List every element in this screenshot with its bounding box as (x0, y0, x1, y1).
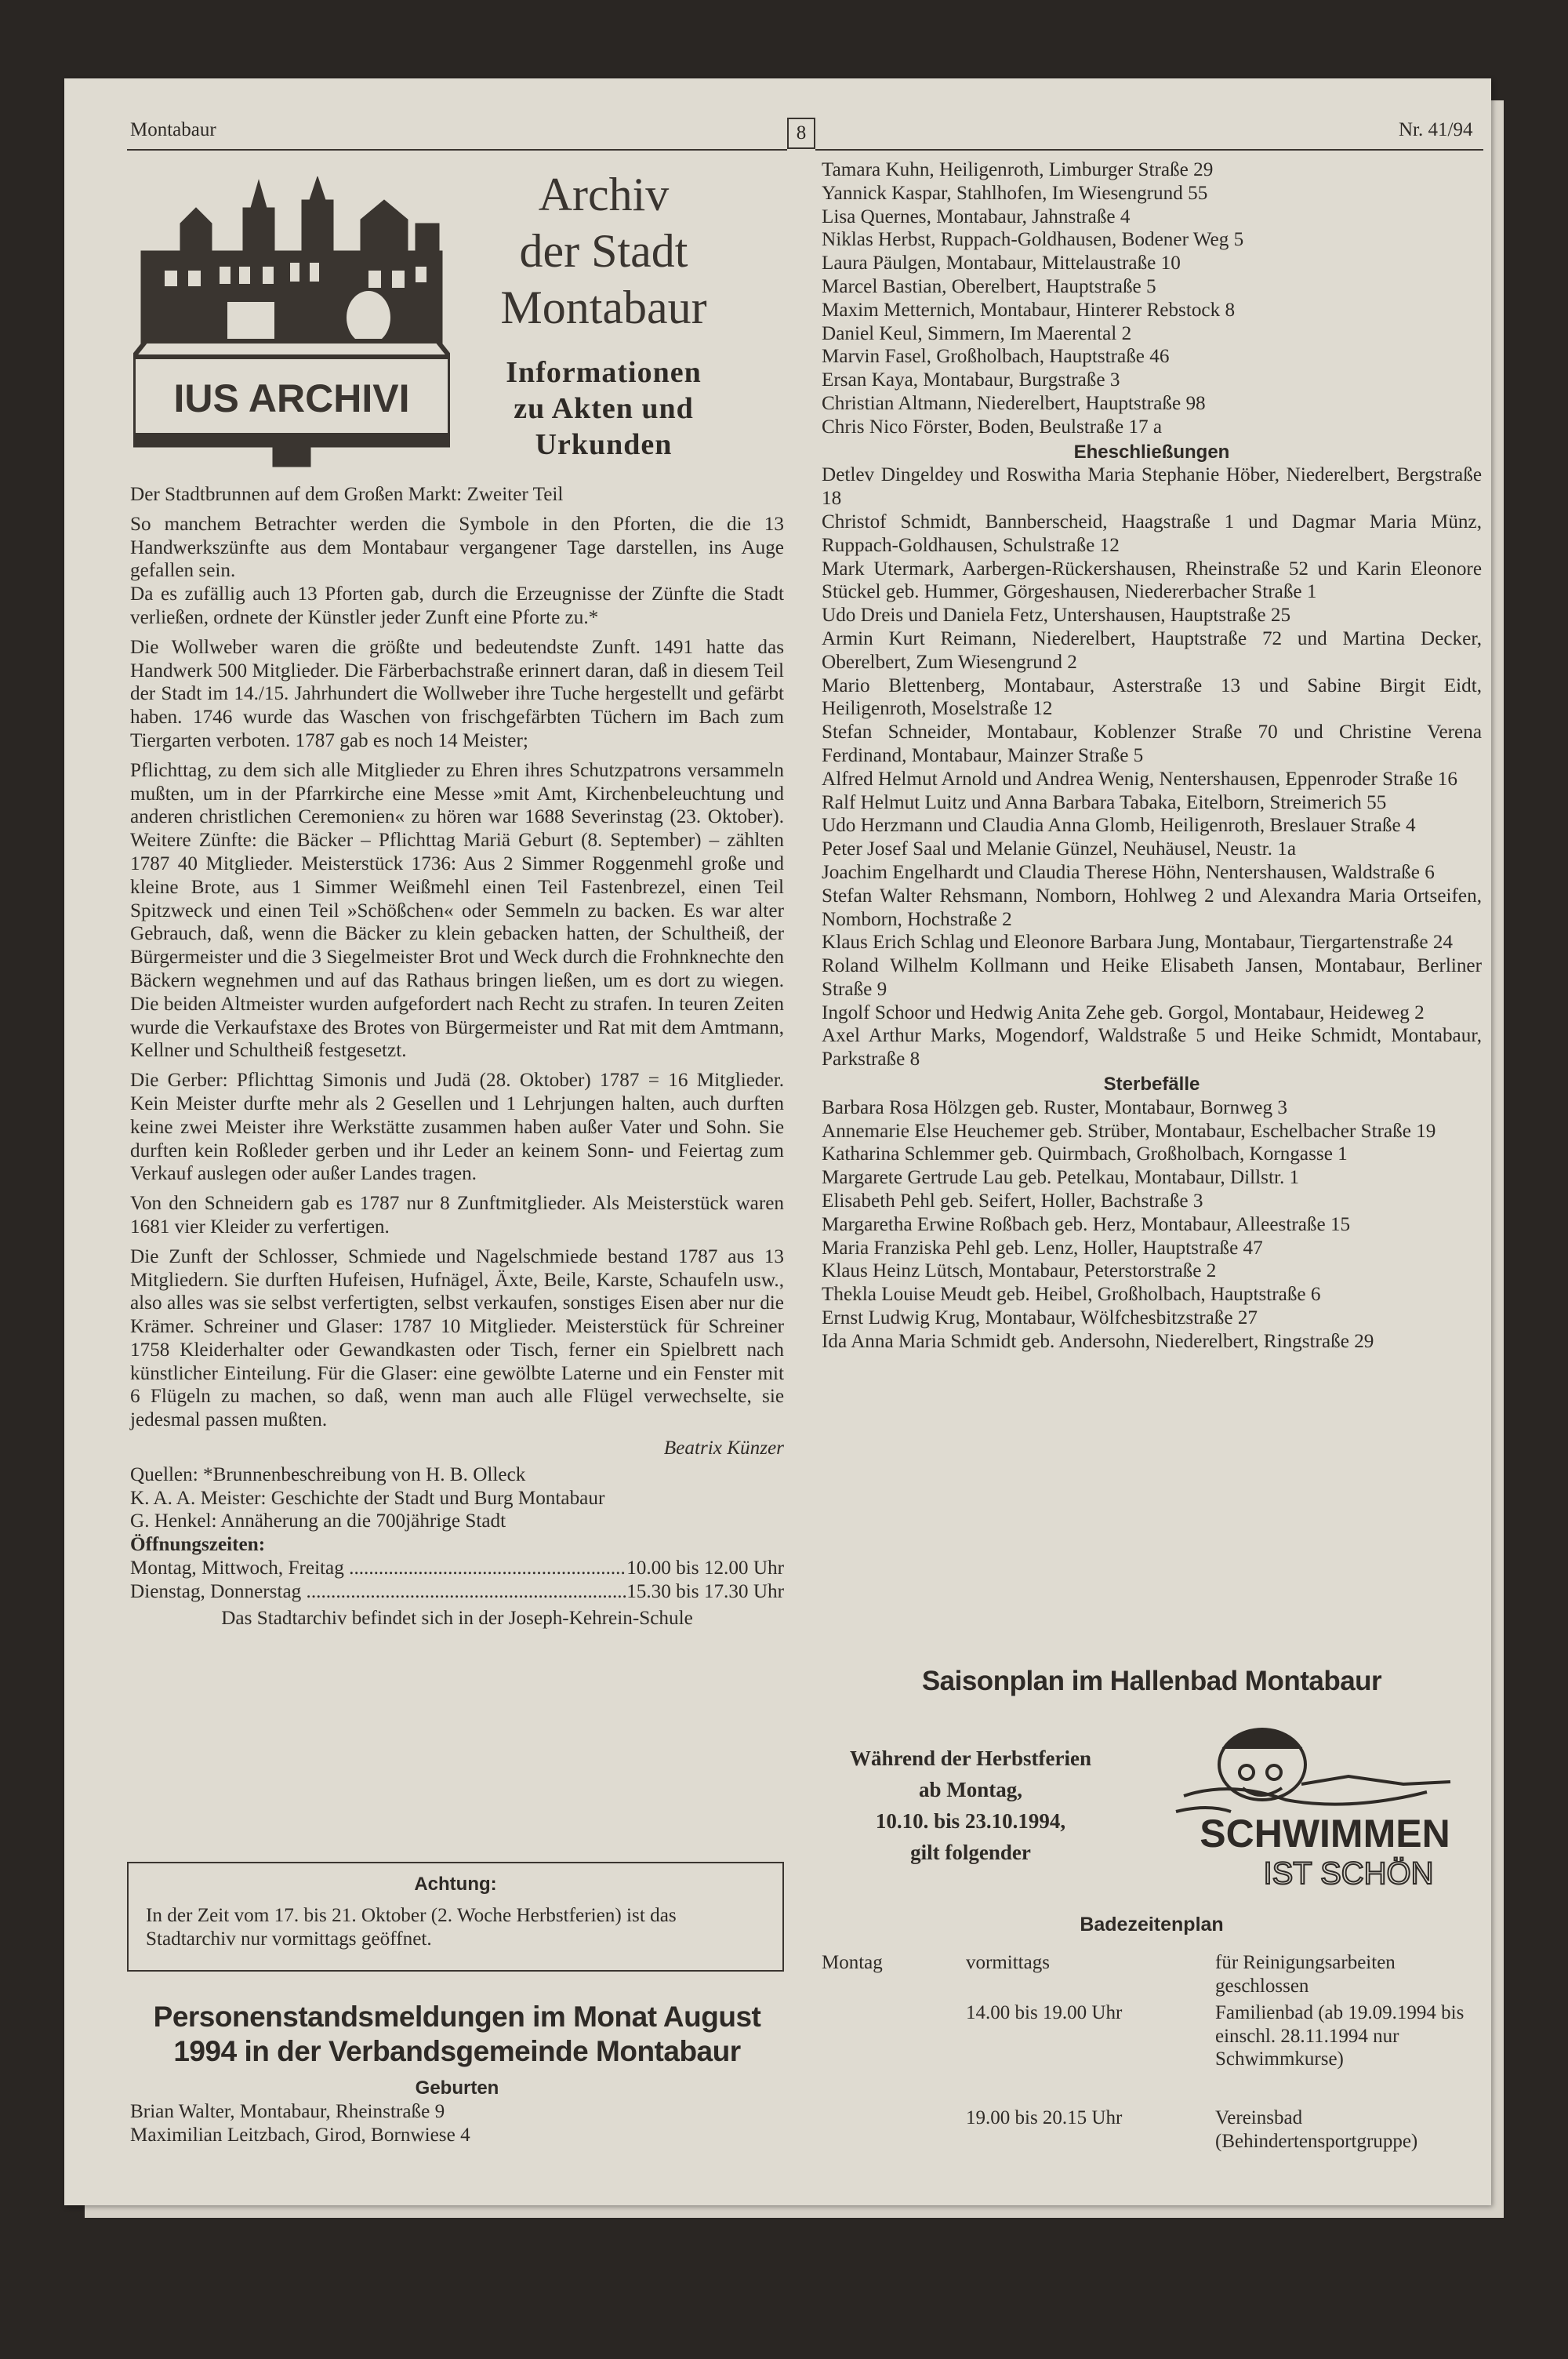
plan-use: Familienbad (ab 19.09.1994 bis einschl. 28.11.1994 nur Schwimmkurse) (1215, 2002, 1465, 2070)
archive-subtitle: Informationen zu Akten und Urkunden (506, 356, 702, 461)
source-line: Quellen: *Brunnenbeschreibung von H. B. Olleck (130, 1463, 526, 1485)
archive-location: Das Stadtarchiv befindet sich in der Joseph-Kehrein-Schule (221, 1607, 693, 1629)
pool-title: Saisonplan im Hallenbad Montabaur (921, 1666, 1382, 1696)
death-entry: Ida Anna Maria Schmidt geb. Andersohn, Niederelbert, Ringstraße 29 (822, 1330, 1374, 1352)
death-entry: Maria Franziska Pehl geb. Lenz, Holler, Hauptstraße 47 (822, 1237, 1263, 1259)
plan-time: vormittags (966, 1952, 1050, 1973)
article-paragraph: Von den Schneidern gab es 1787 nur 8 Zunftmitglieder. Als Meisterstück waren 1681 vier Kleider zu verfertigen. (130, 1193, 784, 1238)
article-author: Beatrix Künzer (663, 1438, 784, 1459)
article-heading: Der Stadtbrunnen auf dem Großen Markt: Zweiter Teil (130, 484, 564, 505)
marriage-entry: Stefan Schneider, Montabaur, Koblenzer Straße 70 und Christine Verena Ferdinand, Montabaur, Mainzer Straße 5 (822, 722, 1482, 766)
notice-text: In der Zeit vom 17. bis 21. Oktober (2. Woche Herbstferien) ist das Stadtarchiv nur vormittags geöffnet. (146, 1904, 677, 1950)
article-paragraph: Die Gerber: Pflichttag Simonis und Judä (28. Oktober) 1787 = 16 Mitglieder. Kein Meister durfte mehr als 2 Gesellen und 1 Lehrjungen halten, auch durften keine zwei Meister ihre Werkstätte zusammen haben außer Vater und Sohn. Sie durften kein Roßleder gerben und ihr Leder an keinem Sonn- und Feiertag zum Verkauf auslegen oder außer Landes tragen. (130, 1070, 784, 1185)
birth-entry: Brian Walter, Montabaur, Rheinstraße 9 (130, 2100, 445, 2122)
article-paragraph: Pflichttag, zu dem sich alle Mitglieder zu Ehren ihres Schutzpatrons versammeln mußten, um in der Pfarrkirche eine Messe »mit Amt, Kirchenbeleuchtung und anderen christlichen Ceremonien« zu hören war 1688 Severinstag (23. Oktober). Weitere Zünfte: die Bäcker – Pflichttag Mariä Geburt (8. September) – zählten 1787 40 Mitglieder. Meisterstück 1736: Aus 2 Simmer Roggenmehl große und kleine Brote, aus 1 Simmer Weißmehl einen Teil Fastenbrezel, einen Teil Spitzweck und einen Teil »Schößchen« oder Semmeln zu backen. Es war alter Gebrauch, daß, wenn die Bäcker zu klein gebacken hatten, der Schultheiß, der Bürgermeister und die 3 Siegelmeister Brot und Weck durch die Frohnknechte den Bäckern wegnehmen und auf das Rathaus bringen ließen, um es dort zu wiegen. Die beiden Altmeister wurden aufgefordert nach Recht zu strafen. In teuren Zeiten wurde die Verkaufstaxe des Brotes von Bürgermeister und Rat mit dem Amtmann, Kellner und Schultheiß festgesetzt. (130, 759, 784, 1062)
death-entry: Annemarie Else Heuchemer geb. Strüber, Montabaur, Eschelbacher Straße 19 (822, 1120, 1436, 1142)
birth-entry: Yannick Kaspar, Stahlhofen, Im Wiesengrund 55 (822, 182, 1208, 204)
birth-entry: Lisa Quernes, Montabaur, Jahnstraße 4 (822, 205, 1131, 227)
article-paragraph: So manchem Betrachter werden die Symbole in den Pforten, die die 13 Handwerkszünfte aus dem Montabaur vergangener Tage darstellen, ins Auge gefallen sein. (130, 513, 784, 582)
plan-time: 19.00 bis 20.15 Uhr (966, 2107, 1123, 2128)
swimmer-logo (1168, 1710, 1482, 1898)
marriage-entry: Alfred Helmut Arnold und Andrea Wenig, Nentershausen, Eppenroder Straße 16 (822, 768, 1457, 790)
article-paragraph: Da es zufällig auch 13 Pforten gab, durch die Erzeugnisse der Zünfte die Stadt verließen, ordnete der Künstler jeder Zunft eine Pforte zu.* (130, 583, 784, 628)
marriage-entry: Peter Josef Saal und Melanie Günzel, Neuhäusel, Neustr. 1a (822, 838, 1297, 860)
marriage-entry: Mario Blettenberg, Montabaur, Asterstraße 13 und Sabine Birgit Eidt, Heiligenroth, Moselstraße 12 (822, 674, 1482, 720)
plan-day: Montag (822, 1952, 883, 1973)
marriage-entry: Roland Wilhelm Kollmann und Heike Elisabeth Jansen, Montabaur, Berliner Straße 9 (822, 955, 1482, 1000)
archive-logo (133, 176, 450, 484)
marriage-entry: Udo Dreis und Daniela Fetz, Untershausen, Hauptstraße 25 (822, 605, 1291, 627)
births-title: Geburten (415, 2077, 499, 2099)
marriage-entry: Klaus Erich Schlag und Eleonore Barbara Jung, Montabaur, Tiergartenstraße 24 (822, 932, 1454, 954)
birth-entry: Christian Altmann, Niederelbert, Hauptstraße 98 (822, 392, 1206, 414)
marriage-entry: Joachim Engelhardt und Claudia Therese Höhn, Nentershausen, Waldstraße 6 (822, 861, 1435, 883)
plan-use: für Reinigungsarbeiten geschlossen (1215, 1952, 1396, 1997)
opening-hours-row: Dienstag, Donnerstag ..... 15.30 bis 17.30 Uhr (130, 1580, 784, 1604)
civil-register-right (822, 158, 1482, 1354)
article-paragraph: Die Wollweber waren die größte und bedeutendste Zunft. 1491 hatte das Handwerk 500 Mitglieder. Die Färberbachstraße erinnert daran, daß in diesem Teil der Stadt im 14./15. Jahrhundert die Wollweber ihre Tuche hergestellt und gefärbt haben. 1746 wurde das Waschen von frischgefärbten Tüchern im Bach zum Tiergarten verboten. 1787 gab es noch 14 Meister; (130, 636, 784, 751)
plan-use: Vereinsbad (Behindertensportgruppe) (1215, 2107, 1418, 2152)
plan-time: 14.00 bis 19.00 Uhr (966, 2002, 1123, 2023)
archive-title: Archiv der Stadt Montabaur (500, 169, 707, 333)
archive-article (130, 483, 784, 1630)
death-entry: Katharina Schlemmer geb. Quirmbach, Großholbach, Korngasse 1 (822, 1143, 1348, 1165)
marriage-entry: Christof Schmidt, Bannberscheid, Haagstraße 1 und Dagmar Maria Münz, Ruppach-Goldhausen, Schulstraße 12 (822, 511, 1482, 556)
marriage-entry: Axel Arthur Marks, Mogendorf, Waldstraße 5 und Heike Schmidt, Montabaur, Parkstraße 8 (822, 1025, 1482, 1070)
notice-box (127, 1862, 784, 1972)
death-entry: Thekla Louise Meudt geb. Heibel, Großholbach, Hauptstraße 6 (822, 1284, 1321, 1306)
death-entry: Margaretha Erwine Roßbach geb. Herz, Montabaur, Alleestraße 15 (822, 1213, 1351, 1235)
death-entry: Margarete Gertrude Lau geb. Petelkau, Montabaur, Dillstr. 1 (822, 1167, 1300, 1189)
marriage-entry: Udo Herzmann und Claudia Anna Glomb, Heiligenroth, Breslauer Straße 4 (822, 815, 1416, 837)
birth-entry: Laura Päulgen, Montabaur, Mittelaustraße 10 (822, 253, 1181, 274)
logo-text: IUS ARCHIVI (173, 376, 410, 420)
opening-hours-title: Öffnungszeiten: (130, 1534, 266, 1556)
deaths-title: Sterbefälle (1103, 1074, 1200, 1096)
pool-intro: Während der Herbstferien ab Montag, 10.10. bis 23.10.1994, gilt folgender (850, 1747, 1091, 1864)
page-number: 8 (787, 118, 815, 149)
birth-entry: Ersan Kaya, Montabaur, Burgstraße 3 (822, 369, 1120, 391)
source-line: G. Henkel: Annäherung an die 700jährige Stadt (130, 1510, 506, 1532)
logo-text-2: IST SCHÖN (1263, 1856, 1434, 1891)
marriage-entry: Detlev Dingeldey und Roswitha Maria Stephanie Höber, Niederelbert, Bergstraße 18 (822, 464, 1482, 510)
death-entry: Klaus Heinz Lütsch, Montabaur, Peterstorstraße 2 (822, 1260, 1217, 1282)
birth-entry: Marcel Bastian, Oberelbert, Hauptstraße 5 (822, 275, 1156, 297)
header-rule-left (127, 149, 787, 151)
birth-entry: Daniel Keul, Simmern, Im Maerental 2 (822, 322, 1132, 344)
source-line: K. A. A. Meister: Geschichte der Stadt und Burg Montabaur (130, 1487, 605, 1509)
birth-entry: Maxim Metternich, Montabaur, Hinterer Rebstock 8 (822, 299, 1236, 321)
civil-register-title: Personenstandsmeldungen im Monat August 1994 in der Verbandsgemeinde Montabaur (153, 2001, 761, 2067)
notice-title: Achtung: (414, 1874, 497, 1895)
issue-number: Nr. 41/94 (1399, 119, 1473, 140)
birth-entry: Chris Nico Förster, Boden, Beulstraße 17 a (822, 416, 1163, 438)
plan-title: Badezeitenplan (1080, 1914, 1224, 1936)
header-rule-right (815, 149, 1483, 151)
death-entry: Elisabeth Pehl geb. Seifert, Holler, Bachstraße 3 (822, 1190, 1203, 1212)
marriage-entry: Ralf Helmut Luitz und Anna Barbara Tabaka, Eitelborn, Streimerich 55 (822, 791, 1387, 813)
marriages-title: Eheschließungen (1073, 441, 1230, 463)
logo-text-1: SCHWIMMEN (1200, 1812, 1450, 1856)
death-entry: Ernst Ludwig Krug, Montabaur, Wölfchesbitzstraße 27 (822, 1307, 1258, 1329)
marriage-entry: Armin Kurt Reimann, Niederelbert, Hauptstraße 72 und Martina Decker, Oberelbert, Zum Wiesengrund 2 (822, 627, 1482, 673)
birth-entry: Maximilian Leitzbach, Girod, Bornwiese 4 (130, 2124, 470, 2146)
marriage-entry: Ingolf Schoor und Hedwig Anita Zehe geb. Gorgol, Montabaur, Heideweg 2 (822, 1001, 1425, 1023)
birth-entry: Tamara Kuhn, Heiligenroth, Limburger Straße 29 (822, 159, 1214, 180)
article-paragraph: Die Zunft der Schlosser, Schmiede und Nagelschmiede bestand 1787 aus 13 Mitgliedern. Sie durften Hufeisen, Hufnägel, Äxte, Beile, Karste, Schaufeln usw., also alles was sie selbst verfertigten, selbst verkaufen, sonstiges Eisen aber nur die Krämer. Schreiner und Glaser: 1787 10 Mitglieder. Meisterstück für Schreiner 1758 Kleiderhalter oder Gewandkasten oder Tisch, ferner ein Spielbrett nach künstlicher Einteilung. Für die Glaser: eine gewölbte Laterne und ein Fenster mit 6 Flügeln zu machen, so daß, wenn man auch alle Flügel verwechselte, sie jedesmal passen mußten. (130, 1245, 784, 1431)
opening-hours-row: Montag, Mittwoch, Freitag ..... 10.00 bis 12.00 Uhr (130, 1557, 784, 1580)
birth-entry: Niklas Herbst, Ruppach-Goldhausen, Bodener Weg 5 (822, 229, 1244, 251)
header-place: Montabaur (130, 119, 216, 140)
birth-entry: Marvin Fasel, Großholbach, Hauptstraße 46 (822, 346, 1170, 368)
death-entry: Barbara Rosa Hölzgen geb. Ruster, Montabaur, Bornweg 3 (822, 1096, 1287, 1118)
marriage-entry: Mark Utermark, Aarbergen-Rückershausen, Rheinstraße 52 und Karin Eleonore Stückel geb. Hummer, Görgeshausen, Niedererbacher Straße 1 (822, 558, 1482, 603)
marriage-entry: Stefan Walter Rehsmann, Nomborn, Hohlweg 2 und Alexandra Maria Ortseifen, Nomborn, Hochstraße 2 (822, 885, 1482, 930)
births-left (130, 2077, 784, 2146)
